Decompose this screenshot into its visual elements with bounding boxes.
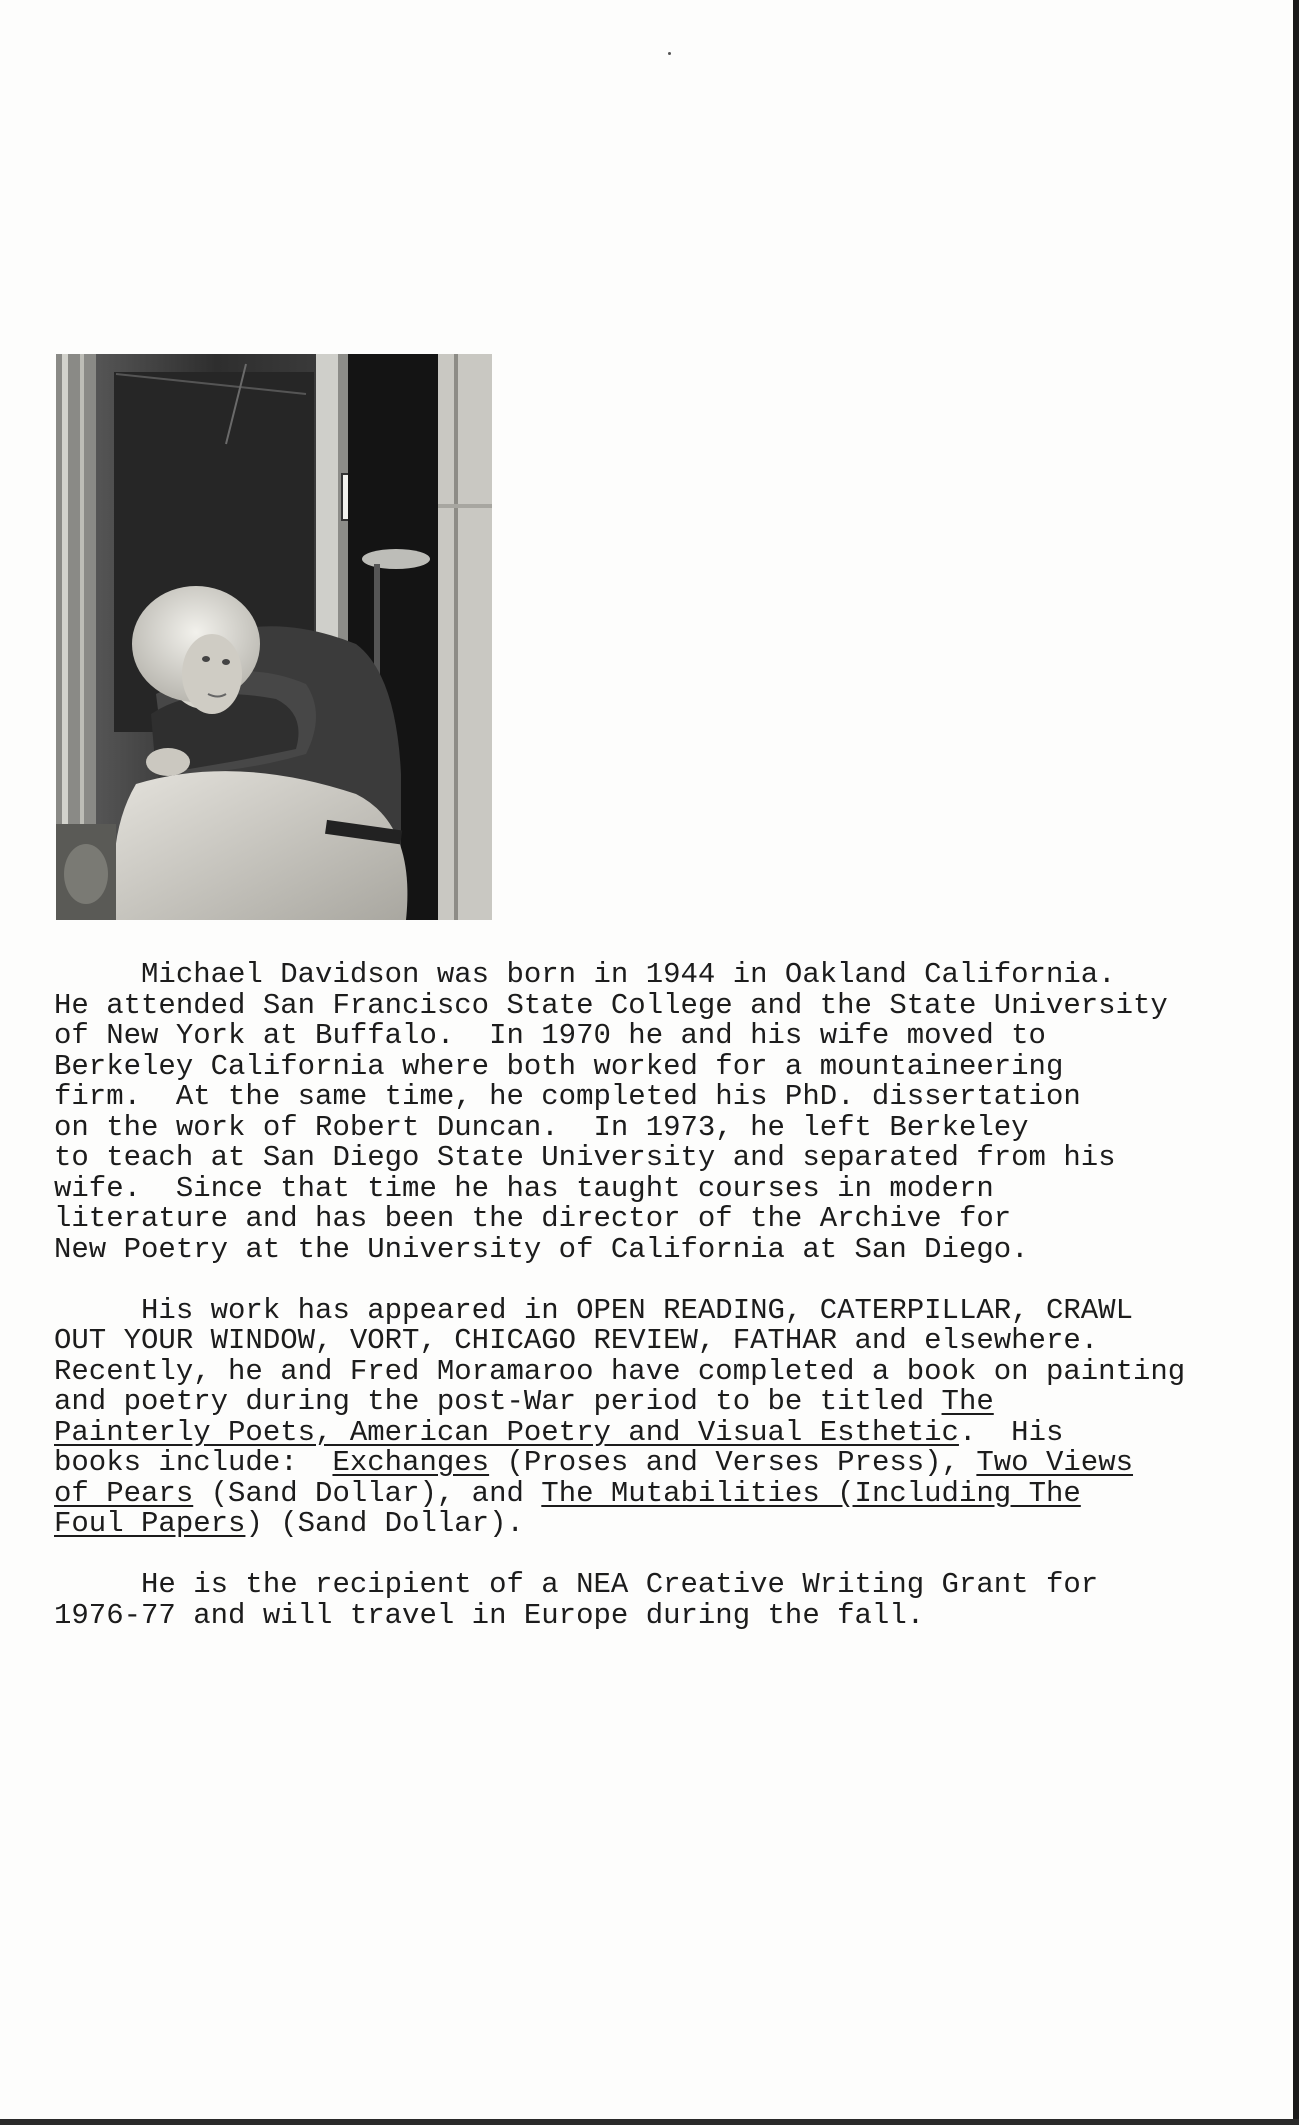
- text-run: ) (Sand Dollar).: [245, 1507, 524, 1540]
- text-line: on the work of Robert Duncan. In 1973, he left Berkeley: [54, 1110, 1029, 1144]
- text-run: and poetry during the post-War period to be titled: [54, 1385, 942, 1418]
- text-line: Michael Davidson was born in 1944 in Oakland California.: [54, 958, 1116, 991]
- text-line-with-title: [54, 1509, 1254, 1540]
- book-title-exchanges: Exchanges: [332, 1446, 490, 1479]
- text-line: His work has appeared in OPEN READING, CATERPILLAR, CRAWL: [54, 1293, 1133, 1327]
- text-run: (Proses and Verses Press),: [489, 1446, 977, 1479]
- text-line: 1976-77 and will travel in Europe during the fall.: [54, 1598, 925, 1632]
- text-line: to teach at San Diego State University and separated from his: [54, 1141, 1116, 1174]
- dust-speck: [668, 52, 671, 55]
- book-title-two-views-cont: of Pears: [54, 1476, 194, 1510]
- text-line-with-title: [54, 1448, 1254, 1479]
- bio-paragraph-1: [54, 960, 1254, 1265]
- text-line: wife. Since that time he has taught courses in modern: [54, 1171, 994, 1205]
- book-title-mutabilities: The Mutabilities (Including The: [541, 1476, 1081, 1510]
- biography-text: [54, 960, 1254, 1662]
- author-photo: [56, 354, 492, 920]
- book-title-painterly-poets: The: [941, 1385, 994, 1418]
- page-edge-right: [1293, 0, 1299, 2125]
- text-line-with-title: [54, 1476, 1254, 1510]
- book-title-mutabilities-cont: Foul Papers: [54, 1507, 246, 1540]
- text-line: of New York at Buffalo. In 1970 he and his wife moved to: [54, 1019, 1046, 1052]
- text-run: (Sand Dollar), and: [193, 1476, 542, 1510]
- text-run: books include:: [54, 1446, 333, 1479]
- text-line: literature and has been the director of the Archive for: [54, 1202, 1012, 1235]
- text-line: firm. At the same time, he completed his PhD. dissertation: [54, 1080, 1081, 1113]
- text-line: Berkeley California where both worked for a mountaineering: [54, 1049, 1064, 1083]
- page-edge-bottom: [0, 2119, 1299, 2125]
- book-title-two-views: Two Views: [976, 1446, 1134, 1479]
- text-line: OUT YOUR WINDOW, VORT, CHICAGO REVIEW, FATHAR and elsewhere.: [54, 1324, 1099, 1357]
- text-line: He attended San Francisco State College and the State University: [54, 988, 1168, 1022]
- bio-paragraph-2: [54, 1293, 1254, 1540]
- text-line: Recently, he and Fred Moramaroo have completed a book on painting: [54, 1354, 1186, 1388]
- text-line-with-title: [54, 1387, 1254, 1418]
- text-line-with-title: [54, 1415, 1254, 1449]
- book-title-painterly-poets-cont: Painterly Poets, American Poetry and Visual Esthetic: [54, 1415, 959, 1449]
- bio-paragraph-3: [54, 1570, 1254, 1631]
- text-run: . His: [958, 1415, 1064, 1449]
- text-line: He is the recipient of a NEA Creative Writing Grant for: [54, 1568, 1099, 1601]
- text-line: New Poetry at the University of California at San Diego.: [54, 1232, 1029, 1266]
